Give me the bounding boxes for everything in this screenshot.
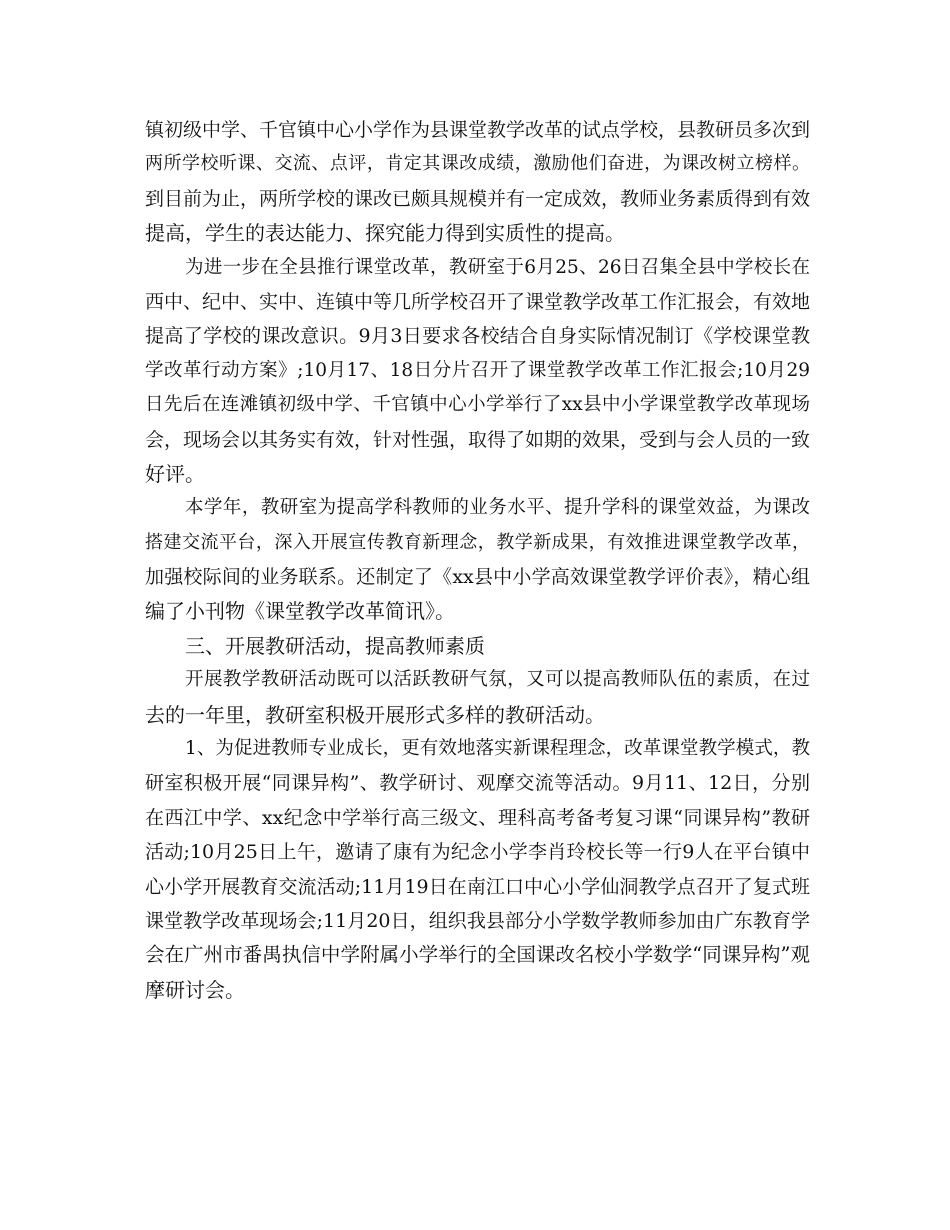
text-line: 去的一年里，教研室积极开展形式多样的教研活动。 xyxy=(145,702,605,727)
text-line: 镇初级中学、千官镇中心小学作为县课堂教学改革的试点学校，县教研员多次到 xyxy=(145,119,811,141)
text-line: 搭建交流平台，深入开展宣传教育新理念，教学新成果，有效推进课堂教学改革， xyxy=(145,531,810,553)
text-line: 西中、纪中、实中、连镇中等几所学校召开了课堂教学改革工作汇报会，有效地 xyxy=(145,290,811,313)
text-line: 课堂教学改革现场会;11月20日，组织我县部分小学数学教师参加由广东教育学 xyxy=(145,909,810,932)
text-line: 活动;10月25日上午，邀请了康有为纪念小学李肖玲校长等一行9人在平台镇中 xyxy=(145,841,810,864)
document-body xyxy=(145,113,810,1007)
text-line: 研室积极开展“同课异构”、教学研讨、观摩交流等活动。9月11、12日，分别 xyxy=(145,772,810,795)
text-line: 加强校际间的业务联系。还制定了《xx县中小学高效课堂教学评价表》，精心组 xyxy=(145,566,810,589)
text-line: 心小学开展教育交流活动;11月19日在南江口中心小学仙洞教学点召开了复式班 xyxy=(145,875,810,898)
paragraph-first-line: 1、为促进教师专业成长，更有效地落实新课程理念，改革课堂教学模式，教 xyxy=(185,738,810,760)
text-line: 编了小刊物《课堂教学改革简讯》。 xyxy=(145,599,455,624)
text-line: 日先后在连滩镇初级中学、千官镇中心小学举行了xx县中小学课堂教学改革现场 xyxy=(145,394,810,416)
paragraph-first-line: 开展教学教研活动既可以活跃教研气氛，又可以提高教师队伍的素质，在过 xyxy=(185,669,810,691)
text-line: 提高，学生的表达能力、探究能力得到实质性的提高。 xyxy=(145,221,625,246)
paragraph-first-line: 本学年，教研室为提高学科教师的业务水平、提升学科的课堂效益，为课改 xyxy=(185,497,810,519)
text-line: 到目前为止，两所学校的课改已颇具规模并有一定成效，教师业务素质得到有效 xyxy=(145,187,811,210)
paragraph-first-line: 为进一步在全县推行课堂改革，教研室于6月25、26日召集全县中学校长在 xyxy=(185,256,810,278)
text-line: 会，现场会以其务实有效，针对性强，取得了如期的效果，受到与会人员的一致 xyxy=(145,428,811,451)
text-line: 两所学校听课、交流、点评，肯定其课改成绩，激励他们奋进，为课改树立榜样。 xyxy=(145,153,810,175)
text-line: 学改革行动方案》;10月17、18日分片召开了课堂教学改革工作汇报会;10月29 xyxy=(145,359,810,381)
text-line: 提高了学校的课改意识。9月3日要求各校结合自身实际情况制订《学校课堂教 xyxy=(145,325,810,348)
text-line: 好评。 xyxy=(145,461,205,486)
paragraph-first-line: 三、开展教研活动，提高教师素质 xyxy=(185,633,485,658)
text-line: 会在广州市番禺执信中学附属小学举行的全国课改名校小学数学“同课异构”观 xyxy=(145,943,810,967)
text-line: 摩研讨会。 xyxy=(145,977,245,1002)
text-line: 在西江中学、xx纪念中学举行高三级文、理科高考备考复习课“同课异构”教研 xyxy=(145,806,811,829)
